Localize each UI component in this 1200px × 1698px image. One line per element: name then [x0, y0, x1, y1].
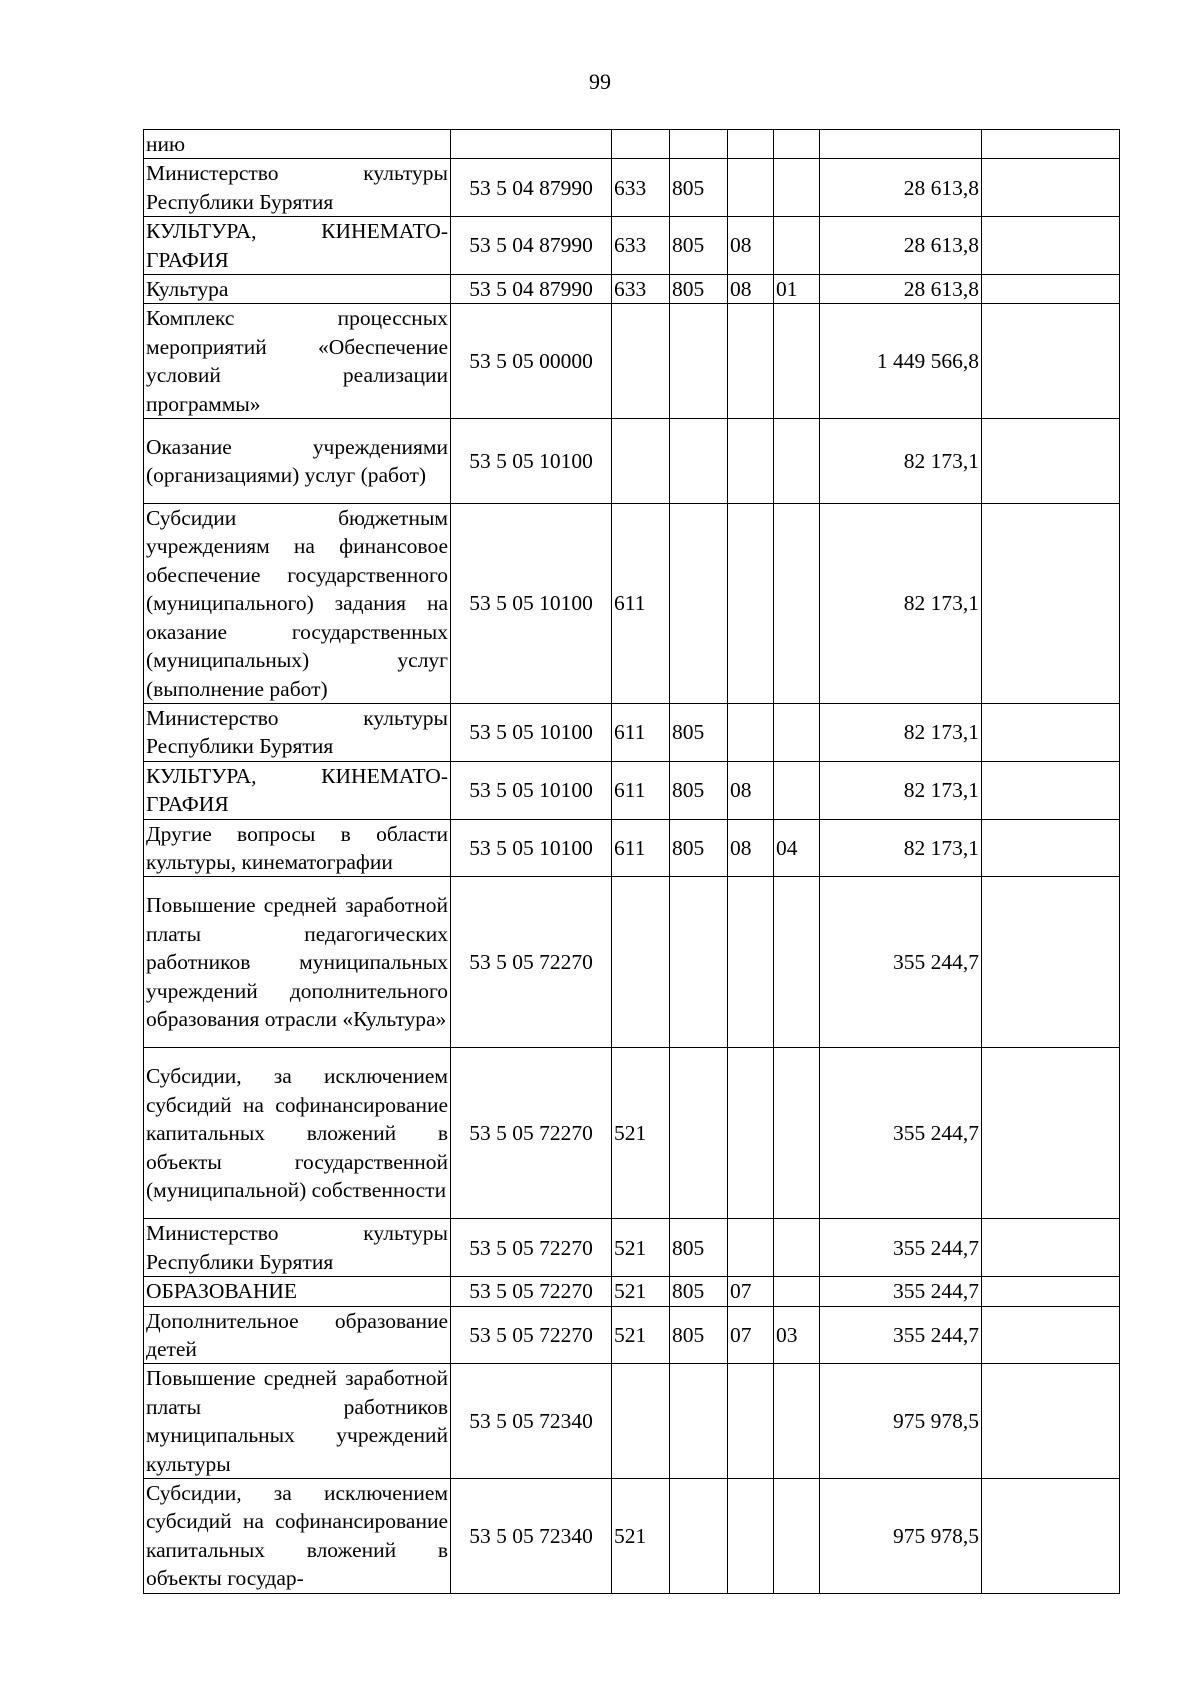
ministry-code-cell: 805 [670, 217, 728, 275]
expense-type-cell [612, 130, 670, 159]
subsection-code-cell [774, 1277, 820, 1306]
subsection-code-cell [774, 419, 820, 504]
section-code-cell: 07 [728, 1277, 774, 1306]
table-row [144, 1219, 1120, 1277]
extra-cell [982, 419, 1120, 504]
amount-cell: 975 978,5 [820, 1364, 982, 1479]
target-code-cell: 53 5 05 72270 [451, 1277, 612, 1306]
target-code-cell: 53 5 05 10100 [451, 703, 612, 761]
expense-type-cell: 611 [612, 819, 670, 877]
row-name-cell: Министерство культуры Республики Бурятия [144, 1219, 451, 1277]
table-row [144, 1479, 1120, 1594]
extra-cell [982, 1306, 1120, 1364]
target-code-cell: 53 5 05 00000 [451, 304, 612, 419]
expense-type-cell: 633 [612, 217, 670, 275]
row-name-cell: Другие вопросы в области культуры, кинематографии [144, 819, 451, 877]
extra-cell [982, 130, 1120, 159]
section-code-cell: 08 [728, 761, 774, 819]
row-name-cell: Субсидии, за исключением субсидий на софинансирование капитальных вложений в объекты государ- [144, 1479, 451, 1594]
expense-type-cell: 611 [612, 504, 670, 704]
section-code-cell [728, 1219, 774, 1277]
table-row [144, 304, 1120, 419]
ministry-code-cell [670, 130, 728, 159]
ministry-code-cell: 805 [670, 703, 728, 761]
budget-table-body [144, 130, 1120, 1594]
subsection-code-cell [774, 304, 820, 419]
table-row [144, 703, 1120, 761]
expense-type-cell [612, 304, 670, 419]
target-code-cell: 53 5 05 10100 [451, 504, 612, 704]
ministry-code-cell [670, 1048, 728, 1219]
row-name-cell: Оказание учреждениями (организациями) услуг (работ) [144, 419, 451, 504]
page-number: 99 [589, 69, 611, 94]
ministry-code-cell [670, 877, 728, 1048]
row-name-cell: КУЛЬТУРА, КИНЕМАТО-ГРАФИЯ [144, 761, 451, 819]
row-name-cell: КУЛЬТУРА, КИНЕМАТО-ГРАФИЯ [144, 217, 451, 275]
amount-cell: 355 244,7 [820, 1048, 982, 1219]
section-code-cell [728, 1479, 774, 1594]
table-row [144, 1306, 1120, 1364]
target-code-cell: 53 5 05 72270 [451, 1048, 612, 1219]
target-code-cell: 53 5 05 72270 [451, 1306, 612, 1364]
section-code-cell [728, 877, 774, 1048]
subsection-code-cell [774, 504, 820, 704]
row-name-cell: Комплекс процессных мероприятий «Обеспечение условий реализации программы» [144, 304, 451, 419]
budget-table [143, 129, 1120, 1594]
target-code-cell: 53 5 05 10100 [451, 761, 612, 819]
extra-cell [982, 703, 1120, 761]
row-name-cell: Министерство культуры Республики Бурятия [144, 159, 451, 217]
subsection-code-cell [774, 761, 820, 819]
expense-type-cell [612, 1364, 670, 1479]
extra-cell [982, 1277, 1120, 1306]
target-code-cell: 53 5 05 72340 [451, 1479, 612, 1594]
row-name-cell: ОБРАЗОВАНИЕ [144, 1277, 451, 1306]
ministry-code-cell: 805 [670, 159, 728, 217]
row-name-cell: Повышение средней заработной платы педагогических работников муниципальных учреждений дополнительного образования отрасли «Культура» [144, 877, 451, 1048]
subsection-code-cell: 03 [774, 1306, 820, 1364]
subsection-code-cell: 04 [774, 819, 820, 877]
target-code-cell: 53 5 05 72270 [451, 1219, 612, 1277]
ministry-code-cell [670, 1479, 728, 1594]
amount-cell: 82 173,1 [820, 419, 982, 504]
target-code-cell [451, 130, 612, 159]
row-name-cell: нию [144, 130, 451, 159]
amount-cell: 1 449 566,8 [820, 304, 982, 419]
extra-cell [982, 217, 1120, 275]
target-code-cell: 53 5 05 72340 [451, 1364, 612, 1479]
subsection-code-cell [774, 703, 820, 761]
table-row [144, 130, 1120, 159]
amount-cell [820, 130, 982, 159]
ministry-code-cell [670, 304, 728, 419]
expense-type-cell: 611 [612, 761, 670, 819]
extra-cell [982, 1364, 1120, 1479]
section-code-cell: 08 [728, 217, 774, 275]
row-name-cell: Субсидии бюджетным учреждениям на финансовое обеспечение государственного (муниципального) задания на оказание государственных (муниципальных) услуг (выполнение работ) [144, 504, 451, 704]
section-code-cell [728, 419, 774, 504]
table-row [144, 275, 1120, 304]
section-code-cell: 07 [728, 1306, 774, 1364]
section-code-cell [728, 703, 774, 761]
extra-cell [982, 504, 1120, 704]
target-code-cell: 53 5 05 10100 [451, 819, 612, 877]
amount-cell: 82 173,1 [820, 504, 982, 704]
expense-type-cell: 611 [612, 703, 670, 761]
amount-cell: 355 244,7 [820, 1219, 982, 1277]
subsection-code-cell [774, 1479, 820, 1594]
table-row [144, 1048, 1120, 1219]
section-code-cell: 08 [728, 275, 774, 304]
table-row [144, 877, 1120, 1048]
table-row [144, 419, 1120, 504]
extra-cell [982, 1479, 1120, 1594]
section-code-cell [728, 130, 774, 159]
extra-cell [982, 761, 1120, 819]
ministry-code-cell [670, 1364, 728, 1479]
subsection-code-cell [774, 1048, 820, 1219]
table-row [144, 504, 1120, 704]
row-name-cell: Дополнительное образование детей [144, 1306, 451, 1364]
extra-cell [982, 819, 1120, 877]
section-code-cell [728, 159, 774, 217]
expense-type-cell: 521 [612, 1277, 670, 1306]
expense-type-cell: 633 [612, 275, 670, 304]
row-name-cell: Субсидии, за исключением субсидий на софинансирование капитальных вложений в объекты государственной (муниципальной) собственности [144, 1048, 451, 1219]
amount-cell: 28 613,8 [820, 275, 982, 304]
target-code-cell: 53 5 05 72270 [451, 877, 612, 1048]
amount-cell: 82 173,1 [820, 819, 982, 877]
table-row [144, 159, 1120, 217]
extra-cell [982, 275, 1120, 304]
row-name-cell: Повышение средней заработной платы работников муниципальных учреждений культуры [144, 1364, 451, 1479]
target-code-cell: 53 5 05 10100 [451, 419, 612, 504]
table-row [144, 217, 1120, 275]
ministry-code-cell [670, 419, 728, 504]
subsection-code-cell: 01 [774, 275, 820, 304]
expense-type-cell: 521 [612, 1048, 670, 1219]
extra-cell [982, 1219, 1120, 1277]
extra-cell [982, 1048, 1120, 1219]
extra-cell [982, 304, 1120, 419]
expense-type-cell: 521 [612, 1306, 670, 1364]
ministry-code-cell: 805 [670, 819, 728, 877]
subsection-code-cell [774, 159, 820, 217]
amount-cell: 82 173,1 [820, 761, 982, 819]
amount-cell: 355 244,7 [820, 1306, 982, 1364]
table-row [144, 1364, 1120, 1479]
amount-cell: 975 978,5 [820, 1479, 982, 1594]
amount-cell: 28 613,8 [820, 159, 982, 217]
extra-cell [982, 159, 1120, 217]
amount-cell: 355 244,7 [820, 1277, 982, 1306]
section-code-cell [728, 304, 774, 419]
target-code-cell: 53 5 04 87990 [451, 217, 612, 275]
amount-cell: 82 173,1 [820, 703, 982, 761]
expense-type-cell: 521 [612, 1219, 670, 1277]
subsection-code-cell [774, 130, 820, 159]
subsection-code-cell [774, 217, 820, 275]
expense-type-cell: 521 [612, 1479, 670, 1594]
ministry-code-cell [670, 504, 728, 704]
amount-cell: 28 613,8 [820, 217, 982, 275]
ministry-code-cell: 805 [670, 1277, 728, 1306]
section-code-cell [728, 1364, 774, 1479]
row-name-cell: Министерство культуры Республики Бурятия [144, 703, 451, 761]
table-row [144, 1277, 1120, 1306]
row-name-cell: Культура [144, 275, 451, 304]
expense-type-cell: 633 [612, 159, 670, 217]
subsection-code-cell [774, 1219, 820, 1277]
ministry-code-cell: 805 [670, 275, 728, 304]
section-code-cell: 08 [728, 819, 774, 877]
extra-cell [982, 877, 1120, 1048]
target-code-cell: 53 5 04 87990 [451, 159, 612, 217]
expense-type-cell [612, 877, 670, 1048]
subsection-code-cell [774, 1364, 820, 1479]
target-code-cell: 53 5 04 87990 [451, 275, 612, 304]
table-row [144, 761, 1120, 819]
ministry-code-cell: 805 [670, 1306, 728, 1364]
table-row [144, 819, 1120, 877]
subsection-code-cell [774, 877, 820, 1048]
expense-type-cell [612, 419, 670, 504]
ministry-code-cell: 805 [670, 761, 728, 819]
ministry-code-cell: 805 [670, 1219, 728, 1277]
amount-cell: 355 244,7 [820, 877, 982, 1048]
section-code-cell [728, 1048, 774, 1219]
section-code-cell [728, 504, 774, 704]
